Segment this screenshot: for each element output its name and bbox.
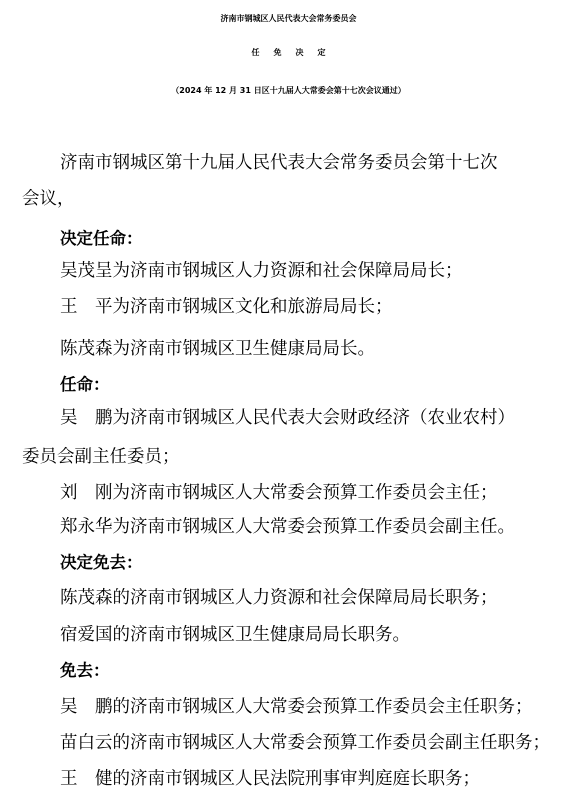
appointment-line: 王 平为济南市钢城区文化和旅游局局长；: [60, 297, 393, 317]
intro-paragraph-line-2: 会议，: [22, 189, 75, 209]
appointment-line: 吴茂呈为济南市钢城区人力资源和社会保障局局长；: [60, 261, 463, 281]
document-title-subject: 任免决定: [251, 48, 340, 57]
removal-line: 苗白云的济南市钢城区人大常委会预算工作委员会副主任职务；: [60, 733, 550, 753]
document-subtitle: （2024 年 12 月 31 日区十九届人大常委会第十七次会议通过）: [171, 86, 406, 95]
removal-line: 王 健的济南市钢城区人民法院刑事审判庭庭长职务；: [60, 769, 480, 789]
appointment-line: 郑永华为济南市钢城区人大常委会预算工作委员会副主任。: [60, 517, 515, 537]
document-title: 济南市钢城区人民代表大会常务委员会: [220, 14, 357, 23]
appointment-line: 吴 鹏为济南市钢城区人民代表大会财政经济（农业农村）: [60, 408, 515, 428]
removal-line: 陈茂森的济南市钢城区人力资源和社会保障局局长职务；: [60, 588, 498, 608]
section-heading-removal: 免去：: [60, 661, 110, 680]
appointment-line: 刘 刚为济南市钢城区人大常委会预算工作委员会主任；: [60, 483, 498, 503]
appointment-line-continued: 委员会副主任委员；: [22, 447, 180, 467]
section-heading-removal-decision: 决定免去：: [60, 553, 143, 572]
section-heading-appoint: 任命：: [60, 375, 110, 394]
appointment-line: 陈茂森为济南市钢城区卫生健康局局长。: [60, 339, 375, 359]
intro-paragraph-line-1: 济南市钢城区第十九届人民代表大会常务委员会第十七次: [60, 153, 498, 173]
section-heading-appoint-decision: 决定任命：: [60, 229, 143, 248]
removal-line: 吴 鹏的济南市钢城区人大常委会预算工作委员会主任职务；: [60, 697, 533, 717]
removal-line: 宿爱国的济南市钢城区卫生健康局局长职务。: [60, 625, 410, 645]
